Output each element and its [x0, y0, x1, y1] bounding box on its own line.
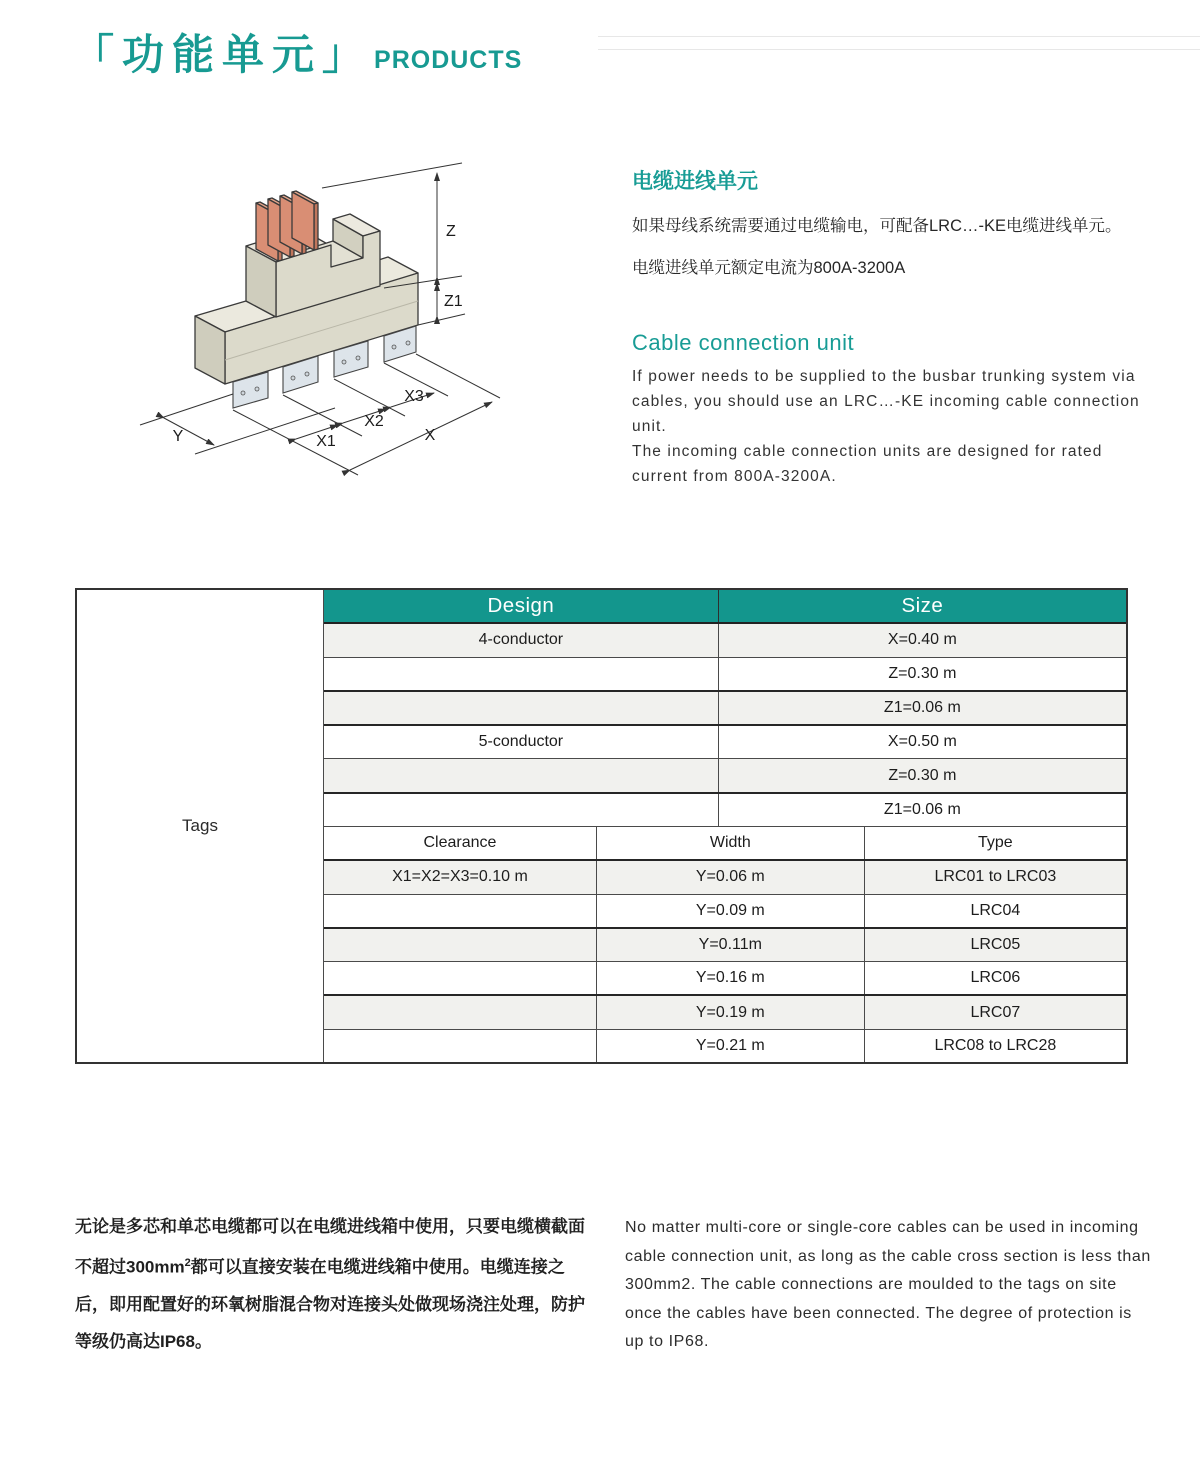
width-cell: Y=0.16 m: [596, 962, 864, 994]
extension-line-x-right: [416, 354, 500, 398]
intro-cn-paragraph-2: 电缆进线单元额定电流为800A-3200A: [632, 259, 906, 277]
extension-line-top: [322, 163, 462, 188]
table-header-row: [324, 590, 1126, 624]
size-cell: Z=0.30 m: [718, 658, 1126, 690]
footer-paragraph-cn: [75, 1208, 590, 1360]
spec-table: [75, 588, 1128, 1064]
design-cell: [324, 658, 718, 690]
extension-line-y-right: [195, 408, 335, 454]
table-row: [324, 692, 1126, 726]
type-cell: LRC07: [864, 996, 1126, 1028]
tags-label: Tags: [182, 816, 218, 835]
intro-cn: [632, 165, 1142, 283]
width-cell: Y=0.06 m: [596, 861, 864, 893]
intro-en-title: Cable connection unit: [632, 330, 855, 355]
extension-line-y-left: [140, 394, 233, 425]
table-row: [324, 624, 1126, 657]
dimension-label-z1: Z1: [444, 293, 463, 310]
table-row: [324, 996, 1126, 1029]
dimension-label-y: Y: [172, 428, 184, 445]
footer-cn-superscript: 2: [184, 1257, 191, 1269]
intro-en-paragraph-2: The incoming cable connection units are designed for rated current from 800A-3200A.: [632, 443, 1103, 485]
design-cell: 4-conductor: [324, 624, 718, 656]
intro-cn-paragraph-1: 如果母线系统需要通过电缆输电，可配备LRC…-KE电缆进线单元。: [632, 217, 1122, 235]
table-row: [324, 726, 1126, 759]
design-cell: [324, 692, 718, 724]
tags-cell: [77, 590, 324, 1062]
width-cell: Y=0.21 m: [596, 1030, 864, 1062]
spec-table-grid: [324, 590, 1126, 1062]
size-cell: X=0.50 m: [718, 726, 1126, 758]
footer-cn-text-1: 无论是多芯和单芯电缆都可以在电缆进线箱中使用，只要电缆横截面不超过300mm: [75, 1217, 585, 1277]
width-header: Width: [596, 827, 864, 859]
dimension-label-x3: X3: [404, 388, 424, 405]
table-row: [324, 861, 1126, 894]
footer-paragraph-en: [625, 1214, 1153, 1357]
intro-en-paragraph-1: If power needs to be supplied to the busbar trunking system via cables, you should use an LRC…-KE incoming cable connection unit.: [632, 368, 1140, 435]
header-rule-bottom: [598, 49, 1200, 50]
dimension-label-x2: X2: [364, 413, 384, 430]
clearance-cell: [324, 1030, 596, 1062]
page-subtitle: PRODUCTS: [374, 46, 523, 74]
table-row: [324, 895, 1126, 929]
table-subheader-row: [324, 827, 1126, 861]
table-row: [324, 962, 1126, 996]
footer-en-text: No matter multi-core or single-core cables can be used in incoming cable connection unit, as long as the cable cross section is less than 300mm2. The cable connections are moulded to the tags on site once the cables have been connected. The degree of protection is up to IP68.: [625, 1219, 1151, 1350]
table-row: [324, 759, 1126, 793]
clearance-cell: [324, 996, 596, 1028]
table-row: [324, 929, 1126, 962]
size-cell: Z1=0.06 m: [718, 794, 1126, 826]
type-cell: LRC08 to LRC28: [864, 1030, 1126, 1062]
clearance-cell: [324, 962, 596, 994]
footer-cn-text-2: 都可以直接安装在电缆进线箱中使用。电缆连接之后，即用配置好的环氧树脂混合物对连接头处做现场浇注处理，防护等级仍高达IP68。: [75, 1257, 585, 1351]
extension-line-z1: [418, 314, 465, 325]
dimension-label-x: X: [424, 427, 436, 444]
clearance-cell: [324, 929, 596, 961]
dimension-arrow-y: [164, 418, 214, 445]
type-cell: LRC04: [864, 895, 1126, 927]
design-cell: 5-conductor: [478, 733, 564, 751]
intro-en: [632, 330, 1147, 489]
dimension-label-z: Z: [446, 223, 456, 240]
size-cell: Z=0.30 m: [718, 759, 1126, 791]
table-row: [324, 794, 1126, 827]
design-cell: [324, 794, 718, 826]
size-header: Size: [718, 590, 1126, 622]
width-cell: Y=0.11m: [596, 929, 864, 961]
intro-cn-title: 电缆进线单元: [632, 170, 758, 193]
page-title: 「功能单元」: [72, 31, 373, 78]
design-cell: [324, 759, 718, 791]
table-row: [324, 658, 1126, 692]
table-row: [324, 1030, 1126, 1062]
type-cell: LRC01 to LRC03: [864, 861, 1126, 893]
design-header: Design: [487, 594, 555, 618]
type-cell: LRC06: [864, 962, 1126, 994]
size-cell: Z1=0.06 m: [718, 692, 1126, 724]
clearance-cell: [324, 895, 596, 927]
extension-line-x1-left: [233, 410, 358, 475]
extension-line-x2-right: [334, 379, 405, 416]
dimension-label-x1: X1: [316, 433, 336, 450]
size-cell: X=0.40 m: [718, 624, 1126, 656]
clearance-header: Clearance: [423, 834, 497, 852]
type-cell: LRC05: [864, 929, 1126, 961]
width-cell: Y=0.19 m: [596, 996, 864, 1028]
clearance-cell: X1=X2=X3=0.10 m: [324, 861, 596, 893]
header-rule-top: [598, 36, 1200, 37]
masthead: [72, 31, 523, 78]
cable-unit-diagram: [100, 148, 620, 488]
width-cell: Y=0.09 m: [596, 895, 864, 927]
type-header: Type: [864, 827, 1126, 859]
